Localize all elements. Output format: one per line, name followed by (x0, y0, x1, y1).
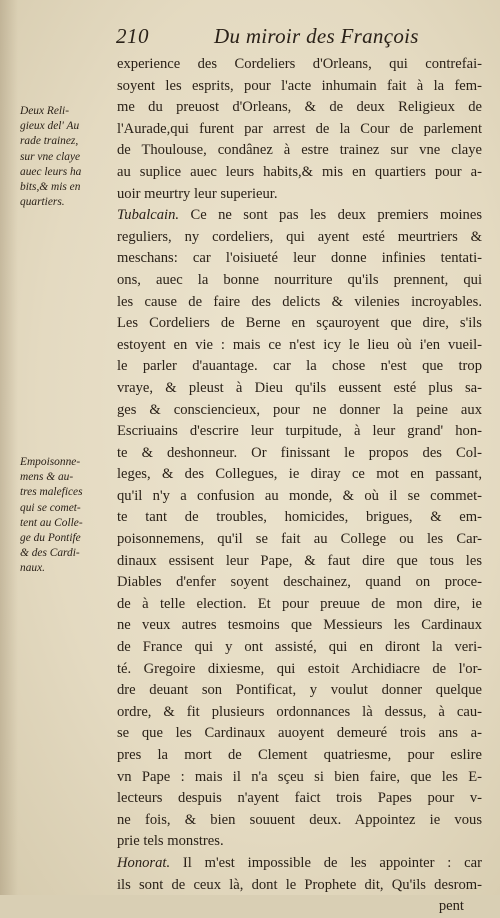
text-line (117, 227, 482, 249)
page-header (116, 24, 476, 52)
margin-note-line: auec leurs ha (20, 165, 82, 178)
text-line (117, 270, 482, 292)
margin-note-line: tres malefices (20, 486, 83, 499)
body-text (117, 54, 482, 918)
line-text: leges, & des Collegues, ie diray ce mot en passant, (117, 466, 482, 483)
line-text: prie tels monstres. (117, 833, 224, 850)
text-line (117, 637, 482, 659)
line-text: l'Aurade,qui furent par arrest de la Cour de parlement (117, 120, 482, 137)
text-line (117, 831, 482, 853)
text-line (117, 464, 482, 486)
line-text: les cause de faire des delicts & vilenies incroyables. (117, 293, 482, 310)
margin-note-line: naux. (20, 562, 45, 575)
text-line (117, 572, 482, 594)
line-text: ges & consciencieux, pour ne donner la peine aux (117, 401, 482, 418)
line-text: de France qui y ont assisté, qui en diront la veri- (117, 639, 482, 656)
line-text: se que les Cardinaux auoyent demeuré trois ans a- (117, 725, 482, 742)
line-text: Les Cordeliers de Berne en sçauroyent que dire, s'ils (117, 315, 482, 332)
text-line (117, 443, 482, 465)
text-line (117, 119, 482, 141)
text-line (117, 335, 482, 357)
line-text: ons, auec la bonne nourriture qu'ils prennent, qui (117, 271, 482, 288)
text-line (117, 486, 482, 508)
line-text: Il m'est impossible de les appointer : car (170, 854, 482, 871)
line-text: vn Pape : mais il n'a sçeu si bien faire, que les E- (117, 768, 482, 785)
line-text: meschans: car l'oisiueté leur donne infinies tentati- (117, 250, 482, 267)
text-line (117, 421, 482, 443)
line-text: Escriuains d'escrire leur turpitude, à leur grand' hon- (117, 423, 482, 440)
line-text: lecteurs despuis n'ayent faict trois Papes pour v- (117, 790, 482, 807)
line-text: de à telle election. Et pour preuue de mon dire, ie (117, 595, 482, 612)
line-text: pres la mort de Clement quatriesme, pour eslire (117, 747, 482, 763)
text-line (117, 659, 482, 681)
text-line (117, 162, 482, 184)
text-line (117, 615, 482, 637)
text-line (117, 810, 482, 832)
text-line (117, 97, 482, 119)
text-line (117, 551, 482, 573)
margin-note-religieux (20, 104, 112, 210)
line-text: vraye, & pleust à Dieu qu'ils eussent esté plus sa- (117, 379, 482, 396)
text-line (117, 400, 482, 422)
text-line (117, 529, 482, 551)
line-text: reguliers, ny cordeliers, qui ayent esté meurtriers & (117, 228, 482, 245)
catchword (117, 896, 482, 918)
text-line (117, 378, 482, 400)
line-text: dinaux essisent leur Pape, & faut dire que tous les (117, 552, 482, 569)
margin-note-line: Empoisonne- (20, 456, 81, 468)
line-text: dre deuant son Pontificat, y voulut donner quelque (117, 682, 482, 699)
text-line (117, 723, 482, 745)
text-line (117, 594, 482, 616)
line-text: pent (438, 898, 464, 915)
line-text: ne veux autres tesmoins que Messieurs les Cardinaux (117, 617, 482, 634)
text-line (117, 313, 482, 335)
line-text: ordre, & fit plusieurs ordonnances là dessus, à cau- (117, 703, 482, 720)
margin-note-line: & des Cardi- (20, 547, 80, 560)
line-text: Ce ne sont pas les deux premiers moines (179, 207, 482, 224)
line-text: de Thoulouse, condânez à estre trainez sur vne claye (117, 142, 482, 159)
line-text: experience des Cordeliers d'Orleans, qui contrefai- (117, 56, 482, 72)
text-line (117, 292, 482, 314)
line-text: poisonnemens, qu'il se fait au College ou les Car- (117, 531, 482, 548)
text-line (117, 853, 482, 875)
speaker-name: Tubalcain. (117, 207, 180, 224)
text-line (117, 140, 482, 162)
margin-note-line: qui se comet- (20, 501, 81, 514)
margin-note-line: quartiers. (20, 196, 65, 209)
text-line (117, 702, 482, 724)
margin-note-line: Deux Reli- (20, 105, 70, 117)
text-line (117, 248, 482, 270)
line-text: ils sont de ceux là, dont le Prophete dit, Qu'ils desrom- (117, 876, 482, 893)
margin-note-empoisonnemens (20, 455, 112, 577)
text-line (117, 54, 482, 76)
line-text: té. Gregoire dixiesme, qui estoit Archidiacre de l'or- (117, 660, 482, 677)
text-line (117, 875, 482, 897)
line-text: le parler d'auantage. car la chose n'est que trop (117, 358, 482, 375)
line-text: au suplice auec leurs habits,& mis en quartiers pour a- (117, 163, 482, 180)
page-number: 210 (116, 24, 149, 48)
text-line (117, 356, 482, 378)
text-line (117, 767, 482, 789)
text-line (117, 76, 482, 98)
margin-note-line: tent au Colle- (20, 516, 83, 529)
line-text: te & deshonneur. Or finissant le propos des Col- (117, 444, 482, 461)
line-text: me du preuost d'Orleans, & de deux Religieux de (117, 99, 482, 116)
line-text: Diables d'enfer soyent deschainez, quand on proce- (117, 574, 482, 591)
margin-note-line: rade trainez, (20, 135, 79, 148)
speaker-name: Honorat. (117, 854, 171, 871)
text-line (117, 745, 482, 767)
text-line (117, 205, 482, 227)
line-text: ne fois, & bien souuent deux. Appointez ie vous (117, 811, 482, 828)
line-text: soyent les esprits, pour l'acte inhumain fait à la fem- (117, 77, 482, 94)
text-line (117, 680, 482, 702)
line-text: uoir meurtry leur superieur. (117, 185, 278, 202)
margin-note-line: gieux del' Au (20, 120, 80, 133)
margin-note-line: ge du Pontife (20, 531, 81, 544)
line-text: estoyent en vie : mais ce n'est icy le lieu où i'en vueil- (117, 336, 482, 353)
running-head: Du miroir des François (214, 24, 419, 48)
margin-note-line: sur vne claye (20, 150, 81, 163)
margin-note-line: bits,& mis en (20, 180, 81, 193)
text-line (117, 788, 482, 810)
text-line (117, 184, 482, 206)
margin-note-line: mens & au- (20, 471, 74, 484)
line-text: te tant de troubles, homicides, brigues, & em- (117, 509, 482, 526)
line-text: qu'il n'y a confusion au monde, & où il se commet- (117, 487, 482, 504)
text-line (117, 507, 482, 529)
